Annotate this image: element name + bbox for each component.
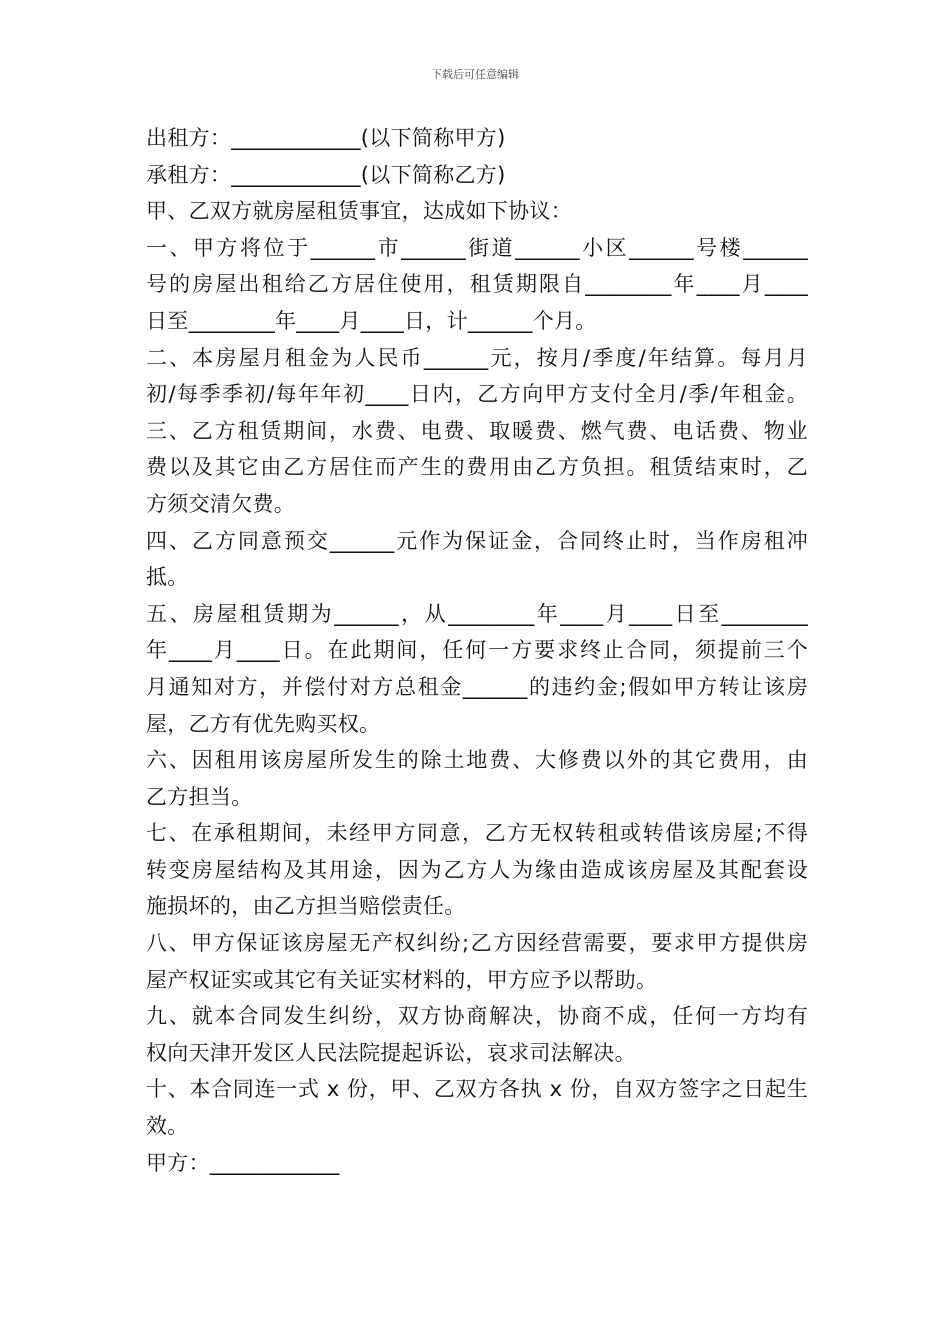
- document-line: 初/每季季初/每年年初____日内，乙方向甲方支付全月/季/年租金。: [146, 382, 808, 407]
- header-note: 下载后可任意编辑: [431, 68, 519, 81]
- document-line: 日至________年____月____日，计______个月。: [146, 308, 597, 333]
- document-line: 费以及其它由乙方居住而产生的费用由乙方负担。租赁结束时，乙: [146, 455, 808, 480]
- document-line: 年____月____日。在此期间，任何一方要求终止合同，须提前三个: [146, 638, 808, 663]
- document-line: 施损坏的，由乙方担当赔偿责任。: [146, 894, 466, 919]
- document-line: 权向天津开发区人民法院提起诉讼，哀求司法解决。: [146, 1040, 636, 1065]
- document-line: 一、甲方将位于______市______街道______小区______号楼______: [146, 235, 808, 260]
- document-line: 抵。: [146, 565, 189, 590]
- document-line: 二、本房屋月租金为人民币______元，按月/季度/年结算。每月月: [146, 345, 808, 370]
- document-line: 承租方：____________(以下简称乙方): [146, 162, 506, 187]
- document-line: 三、乙方租赁期间，水费、电费、取暖费、燃气费、电话费、物业: [146, 418, 808, 443]
- document-line: 五、房屋租赁期为______，从________年____月____日至________: [146, 601, 808, 626]
- document-line: 效。: [146, 1114, 189, 1139]
- document-line: 乙方担当。: [146, 784, 253, 809]
- document-line: 六、因租用该房屋所发生的除土地费、大修费以外的其它费用，由: [146, 748, 808, 773]
- document-line: 屋，乙方有优先购买权。: [146, 711, 381, 736]
- document-body: [146, 120, 808, 1181]
- document-line: 月通知对方，并偿付对方总租金______的违约金;假如甲方转让该房: [146, 674, 808, 699]
- document-line: 七、在承租期间，未经甲方同意，乙方无权转租或转借该房屋;不得: [146, 821, 808, 846]
- document-line: 四、乙方同意预交______元作为保证金，合同终止时，当作房租冲: [146, 528, 808, 553]
- document-line: 方须交清欠费。: [146, 491, 296, 516]
- document-line: 九、就本合同发生纠纷，双方协商解决，协商不成，任何一方均有: [146, 1004, 808, 1029]
- document-line: 八、甲方保证该房屋无产权纠纷;乙方因经营需要，要求甲方提供房: [146, 931, 808, 956]
- document-line: 屋产权证实或其它有关证实材料的，甲方应予以帮助。: [146, 967, 658, 992]
- document-line: 甲、乙双方就房屋租赁事宜，达成如下协议：: [146, 199, 572, 224]
- document-line: 甲方：____________: [146, 1150, 340, 1175]
- document-line: 号的房屋出租给乙方居住使用，租赁期限自________年____月____: [146, 272, 808, 297]
- document-line: 转变房屋结构及其用途，因为乙方人为缘由造成该房屋及其配套设: [146, 857, 808, 882]
- document-line: 出租方：____________(以下简称甲方): [146, 126, 506, 150]
- document-line: 十、本合同连一式 x 份，甲、乙双方各执 x 份，自双方签字之日起生: [146, 1077, 808, 1102]
